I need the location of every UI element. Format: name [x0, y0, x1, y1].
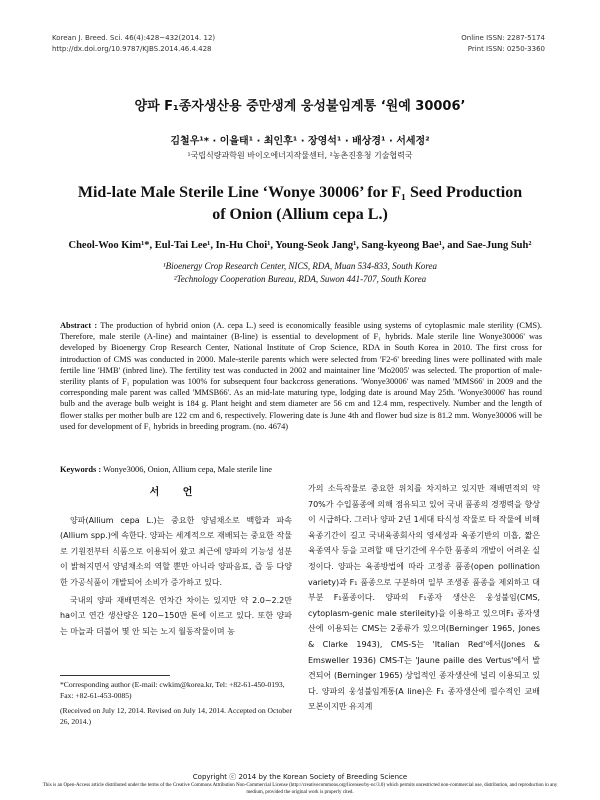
affiliation-1: ¹Bioenergy Crop Research Center, NICS, RDA, Muan 534-833, South Korea: [162, 261, 438, 271]
english-title-line1: Mid-late Male Sterile Line ‘Wonye 30006’ for F₁ Seed Production: [77, 184, 523, 201]
footnote: [60, 680, 292, 727]
received-dates: (Received on July 12, 2014. Revised on July 14, 2014. Accepted on October 26, 2014.): [60, 706, 292, 726]
doi-link[interactable]: http://dx.doi.org/10.9787/KJBS.2014.46.4.428: [52, 45, 212, 53]
online-issn: Online ISSN: 2287-5174: [461, 34, 545, 42]
english-authors: Cheol-Woo Kim¹*, Eul-Tai Lee¹, In-Hu Choi¹, Young-Seok Jang¹, Sang-kyeong Bae¹, and Sae-Jung Suh²: [68, 240, 532, 251]
english-title: [40, 182, 560, 226]
corresponding-author: *Corresponding author (E-mail: cwkim@korea.kr, Tel: +82-61-450-0193, Fax: +82-61-453-0085): [60, 680, 285, 700]
keywords: [60, 465, 542, 474]
footnote-divider: [60, 675, 170, 676]
korean-authors: 김철우¹* · 이을태¹ · 최인후¹ · 장영석¹ · 배상경¹ · 서세정²: [170, 136, 430, 147]
affiliation-2: ²Technology Cooperation Bureau, RDA, Suwon 441-707, South Korea: [173, 274, 427, 284]
running-header-left: [52, 33, 215, 55]
english-affiliations: [0, 260, 600, 286]
abstract-label: Abstract :: [60, 321, 98, 330]
abstract: [60, 320, 542, 432]
print-issn: Print ISSN: 0250-3360: [467, 45, 545, 53]
abstract-text: The production of hybrid onion (A. cepa L.) seed is economically feasible using systems of cytoplasmic male sterility (CMS). Therefore, male sterile (A-line) and maintainer (B-line) is essential to development of F₁ hybrids. Male sterile line Wonye30006' was developed by Bioenergy Crop Research Center, National Institute of Crop Science, RDA in South Korea in 2010. The first cross for introduction of CMS was conducted in 2000. Male-sterile parents which were selected from 'F2-6' breeding lines were pollinated with male fertile line 'HMB' (inbred line). The fertility test was conducted in 2002 and maintainer line 'Mo2005' was selected. The proportion of male-sterility plants of F₁ population was 100% for subsequent four backcross generations. 'Wonye30006' was named 'MMS66' in 2009 and the corresponding male parent was called 'MMSB66'. As an mid-late maturing type, lodging date is around May 25th. 'Wonye30006' has round bulb and the average bulb weight is 184 g. Plant height and stem diameter are 56 cm and 12.4 mm, respectively. Number and the length of flower stalks per mother bulb are 122 cm and 6, respectively. Flowering date is June 4th and flower bud size is 81.2 mm. Wonye30006 will be used for development of F₁ hybrids in breeding program. (no. 4674): [60, 321, 542, 431]
keywords-text: Wonye3006, Onion, Allium cepa, Male sterile line: [103, 465, 273, 474]
section-heading-introduction: 서 언: [149, 487, 203, 498]
intro-continued-text: 가의 소득작물로 중요한 위치를 차지하고 있지만 재배면적의 약 70%가 수입품종에 의해 점유되고 있어 국내 품종의 경쟁력을 향상이 시급하다. 그러나 양파 2년 1세대 타식성 작물로 타 작물에 비해 육종기간이 길고 국내육종회사의 영세성과 육종기반의 미흡, 짧은 육종역사 등을 고려할 때 단기간에 우수한 품종의 개발이 어려운 실정이다. 양파는 육종방법에 따라 고정종 품종(open pollination variety)과 F₁ 품종으로 구분하며 일부 조생종 품종을 제외하고 대부분 F₁품종이다. 양파의 F₁종자 생산은 웅성불임(CMS, cytoplasm-genic male sterileity)을 이용하고 있으며F₁ 종자생산에 이용되는 CMS는 2종류가 있으며(Berninger 1965, Jones & Clarke 1943), CMS-S는 'Italian Red'에서(Jones & Emsweller 1936) CMS-T는 'Jaune paille des Vertus'에서 발견되어 (Berninger 1965) 상업적인 종자생산에 널리 이용되고 있다. 양파의 웅성불임계통(A line)은 F₁ 종자생산에 필수적인 교배모본이지만 유지계: [308, 484, 540, 712]
korean-affiliation: ¹국립식량과학원 바이오에너지작물센터, ²농촌진흥청 기술협력국: [187, 151, 413, 160]
english-title-line2: of Onion (Allium cepa L.): [212, 206, 388, 223]
copyright-notice: Copyright ⓒ 2014 by the Korean Society of Breeding Science: [192, 773, 408, 781]
right-column: [308, 481, 540, 715]
left-column: [60, 485, 292, 641]
running-header-right: [461, 33, 545, 55]
intro-paragraph-1: 양파(Allium cepa L.)는 중요한 양념채소로 백합과 파속(Allium spp.)에 속한다. 양파는 세계적으로 재배되는 중요한 작물로 기원전부터 식품으로 이용되어 왔고 최근에 양파의 기능성 성분이 밝혀지면서 양념채소의 역할 뿐만 아니라 양파음료, 즙 등 다양한 가공식품이 개발되어 소비가 증가하고 있다.: [60, 515, 292, 587]
keywords-label: Keywords :: [60, 465, 102, 474]
korean-title: 양파 F₁종자생산용 중만생계 웅성불임계통 ‘원예 30006’: [134, 99, 466, 114]
license-notice: This is an Open-Access article distributed under the terms of the Creative Commons Attribution Non-Commercial License (http://creativecommons.org/licenses/by-nc/3.0) which permits unrestricted non-commercial use, distribution, and reproduction in any medium, provided the original work is properly cited.: [42, 783, 558, 795]
journal-citation: Korean J. Breed. Sci. 46(4):428~432(2014. 12): [52, 34, 216, 42]
intro-paragraph-2: 국내의 양파 재배면적은 연차간 차이는 있지만 약 2.0~2.2만 ha이고 연간 생산량은 120~150만 톤에 이르고 있다. 또한 양파는 마늘과 더불어 몇 안 되는 노지 월동작물이며 농: [60, 595, 292, 636]
